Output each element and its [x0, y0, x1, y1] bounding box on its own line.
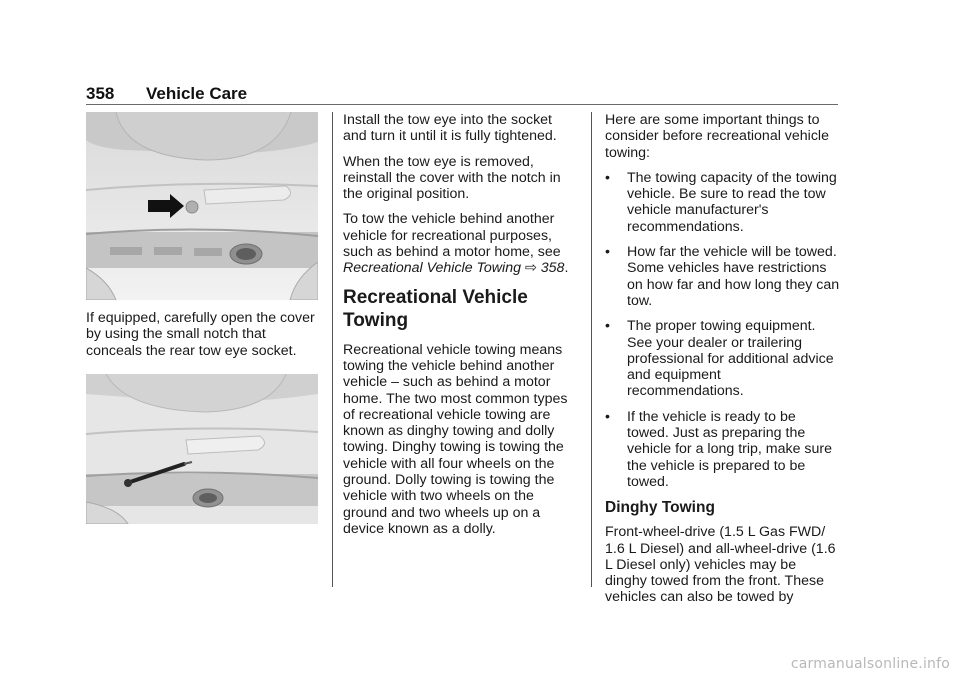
- bullet-icon: •: [605, 318, 610, 335]
- paragraph-install: Install the tow eye into the socket and turn it until it is fully tightened.: [343, 112, 557, 145]
- cross-reference-page[interactable]: 358: [540, 260, 565, 277]
- page-header: [86, 84, 838, 104]
- list-item: • If the vehicle is ready to be towed. Just as preparing the vehicle for a long trip, make sure the vehicle is prepared to be towed.: [605, 408, 833, 490]
- column-divider-2: [591, 112, 592, 587]
- section-title: Vehicle Care: [146, 84, 248, 103]
- figure-rear-bumper-cover: [86, 112, 318, 300]
- header-rule: [86, 104, 838, 105]
- list-item: • How far the vehicle will be towed. Some vehicles have restrictions on how far and how long they can tow.: [605, 244, 840, 309]
- tow-eye-install-illustration: [86, 374, 318, 524]
- subheading-dinghy-towing: Dinghy Towing: [605, 499, 715, 517]
- paragraph-reinstall: When the tow eye is removed, reinstall the cover with the notch in the original position.: [343, 153, 561, 203]
- considerations-list: [605, 170, 841, 490]
- paragraph-tow-behind: To tow the vehicle behind another vehicle for recreational purposes, such as behind a motor home, see Recreational Vehicle Towing ⇨ 358.: [343, 211, 569, 277]
- bullet-icon: •: [605, 244, 610, 261]
- tow-eye-cover: [186, 201, 198, 213]
- paragraph-dinghy-towing: Front-wheel-drive (1.5 L Gas FWD/ 1.6 L Diesel) and all-wheel-drive (1.6 L Diesel only) vehicles may be dinghy towed from the front. These vehicles can also be towed by: [605, 524, 836, 606]
- column-divider-1: [332, 112, 333, 587]
- list-item: • The proper towing equipment. See your dealer or trailering professional for additional advice and equipment recommendations.: [605, 318, 834, 400]
- page-reference-icon: ⇨: [524, 260, 537, 277]
- bullet-icon: •: [605, 169, 610, 186]
- figure-caption: If equipped, carefully open the cover by using the small notch that conceals the rear tow eye socket.: [86, 310, 315, 359]
- figure-tow-eye-install: [86, 374, 318, 524]
- list-item: • The towing capacity of the towing vehicle. Be sure to read the tow vehicle manufacturer's recommendations.: [605, 169, 837, 235]
- paragraph-intro: Here are some important things to consider before recreational vehicle towing:: [605, 112, 829, 161]
- watermark: carmanualsonline.info: [790, 656, 950, 672]
- rear-bumper-cover-illustration: [86, 112, 318, 300]
- page-number: 358: [86, 84, 115, 103]
- section-heading-recreational-towing: Recreational Vehicle Towing: [343, 286, 528, 331]
- paragraph-recreational-towing: Recreational vehicle towing means towing the vehicle behind another vehicle – such as behind a motor home. The two most common types of recreational vehicle towing are known as dinghy towing and dolly towing. Dinghy towing is towing the vehicle with all four wheels on the ground. Dolly towing is towing the vehicle with two wheels on the ground and two wheels up on a device known as a dolly.: [343, 341, 568, 537]
- bullet-icon: •: [605, 408, 610, 425]
- cross-reference-link[interactable]: Recreational Vehicle Towing: [343, 260, 521, 277]
